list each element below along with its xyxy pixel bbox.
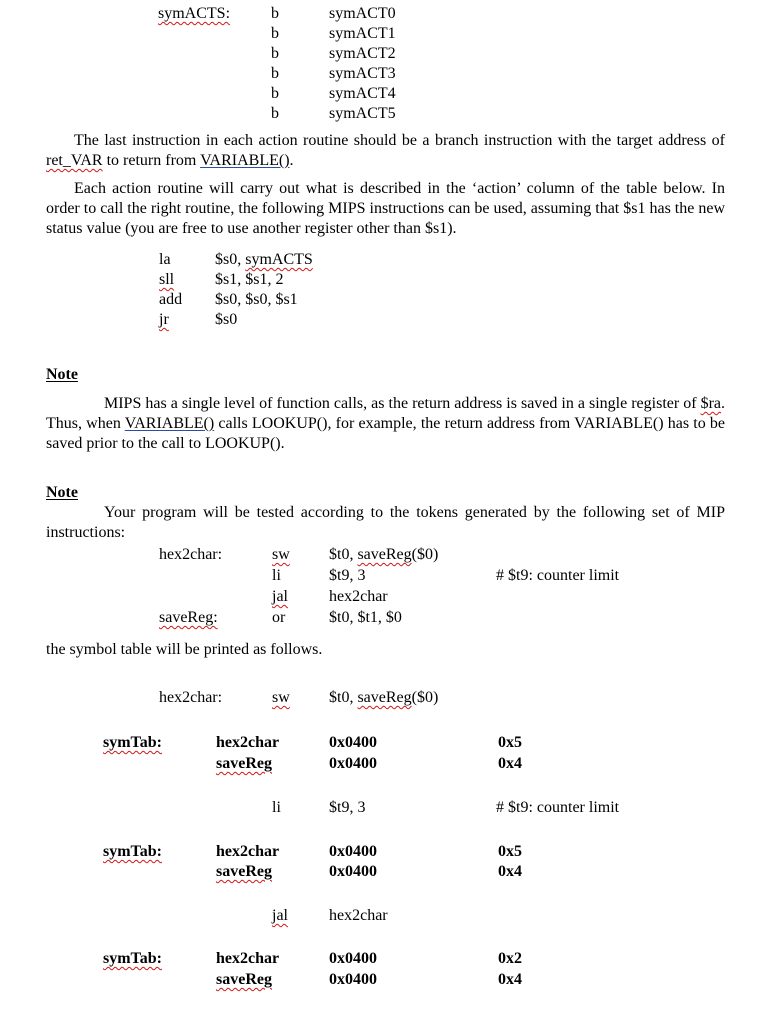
jump-target: symACT4: [329, 85, 396, 102]
symtab-name: saveReg: [216, 863, 272, 880]
code-label: hex2char:: [159, 546, 223, 563]
symtab-name: saveReg: [216, 755, 272, 772]
symtab-name: hex2char: [216, 734, 280, 751]
symtab-name: hex2char: [216, 950, 280, 967]
trace-args: $t9, 3: [329, 799, 366, 816]
code-op: or: [272, 609, 286, 626]
code-args: $t0, $t1, $0: [329, 609, 402, 626]
jump-target: symACT2: [329, 45, 396, 62]
jump-op: b: [271, 105, 279, 122]
code-op: jal: [272, 588, 288, 605]
para1-text-c: .: [289, 152, 294, 169]
code-label: saveReg:: [159, 609, 218, 626]
symtab-name: saveReg: [216, 971, 272, 988]
symtab-val: 0x5: [498, 734, 522, 751]
ret-var-term: ret_VAR: [46, 152, 103, 169]
code-args: $t0, saveReg($0): [329, 546, 439, 563]
jump-op: b: [271, 45, 279, 62]
symtab-val: 0x2: [498, 950, 522, 967]
jump-target: symACT5: [329, 105, 396, 122]
code-args: $s0, symACTS: [215, 251, 313, 268]
symtab-label: symTab:: [103, 734, 162, 751]
symtab-addr: 0x0400: [329, 950, 377, 967]
note1-text-b: . Thus, when: [46, 395, 725, 432]
trace-comment: # $t9: counter limit: [496, 799, 620, 816]
symtab-val: 0x4: [498, 755, 522, 772]
code-args: hex2char: [329, 588, 388, 605]
jump-op: b: [271, 25, 279, 42]
code-args: $s0, $s0, $s1: [215, 291, 298, 308]
symtab-val: 0x4: [498, 863, 522, 880]
symacts-ref: symACTS: [245, 251, 313, 268]
code-op: li: [272, 567, 281, 584]
jump-op: b: [271, 85, 279, 102]
symtab-addr: 0x0400: [329, 971, 377, 988]
note-single-call-level: [46, 394, 725, 454]
symtab-intro: the symbol table will be printed as follows.: [46, 641, 323, 658]
code-op: add: [159, 291, 183, 308]
jump-target: symACT1: [329, 25, 396, 42]
paragraph-action-routines: [46, 179, 725, 239]
note-test-tokens: [46, 503, 725, 543]
para2-text: Each action routine will carry out what is described in the ‘action’ column of the table below. In order to call the right routine, the following MIPS instructions can be used, assuming that $s1 has the new status value (you are free to use another register other than $s1).: [46, 180, 725, 237]
symtab-name: hex2char: [216, 843, 280, 860]
savereg-ref: saveReg: [357, 689, 412, 706]
jump-target: symACT0: [329, 5, 396, 22]
symtab-addr: 0x0400: [329, 734, 377, 751]
code-comment: # $t9: counter limit: [496, 567, 620, 584]
symtab-addr: 0x0400: [329, 843, 377, 860]
code-op: sw: [272, 546, 290, 563]
note2-text: Your program will be tested according to the tokens generated by the following set of MIP instructions:: [46, 504, 725, 541]
para1-text-b: to return from: [102, 152, 201, 169]
symtab-label: symTab:: [103, 843, 162, 860]
ra-term: $ra: [700, 395, 721, 412]
symtab-label: symTab:: [103, 950, 162, 967]
trace-op: li: [272, 799, 281, 816]
trace-op: jal: [272, 907, 288, 924]
symtab-val: 0x4: [498, 971, 522, 988]
note-heading: Note: [46, 484, 78, 501]
trace-op: sw: [272, 689, 290, 706]
jump-op: b: [271, 65, 279, 82]
trace-label: hex2char:: [159, 689, 223, 706]
savereg-ref: saveReg: [357, 546, 412, 563]
paragraph-return-branch: [46, 131, 725, 171]
note-heading: Note: [46, 366, 78, 383]
code-op: sll: [159, 271, 175, 288]
trace-args: $t0, saveReg($0): [329, 689, 439, 706]
jump-op: b: [271, 5, 279, 22]
jump-table-label: symACTS:: [158, 5, 231, 22]
variable-term: VARIABLE(): [124, 415, 215, 432]
note1-text-c: calls LOOKUP(), for example, the return address from VARIABLE() has to be saved prior to the call to LOOKUP().: [46, 415, 725, 452]
code-args: $t9, 3: [329, 567, 366, 584]
para1-text-a: The last instruction in each action routine should be a branch instruction with the target address of: [74, 132, 725, 149]
trace-args: hex2char: [329, 907, 388, 924]
code-op: jr: [159, 311, 169, 328]
code-args: $s0: [215, 311, 238, 328]
symtab-addr: 0x0400: [329, 863, 377, 880]
symtab-addr: 0x0400: [329, 755, 377, 772]
code-args: $s1, $s1, 2: [215, 271, 284, 288]
symtab-val: 0x5: [498, 843, 522, 860]
code-op: la: [159, 251, 171, 268]
jump-target: symACT3: [329, 65, 396, 82]
variable-term: VARIABLE(): [200, 152, 290, 169]
note1-text-a: MIPS has a single level of function calls, as the return address is saved in a single register of: [104, 395, 701, 412]
